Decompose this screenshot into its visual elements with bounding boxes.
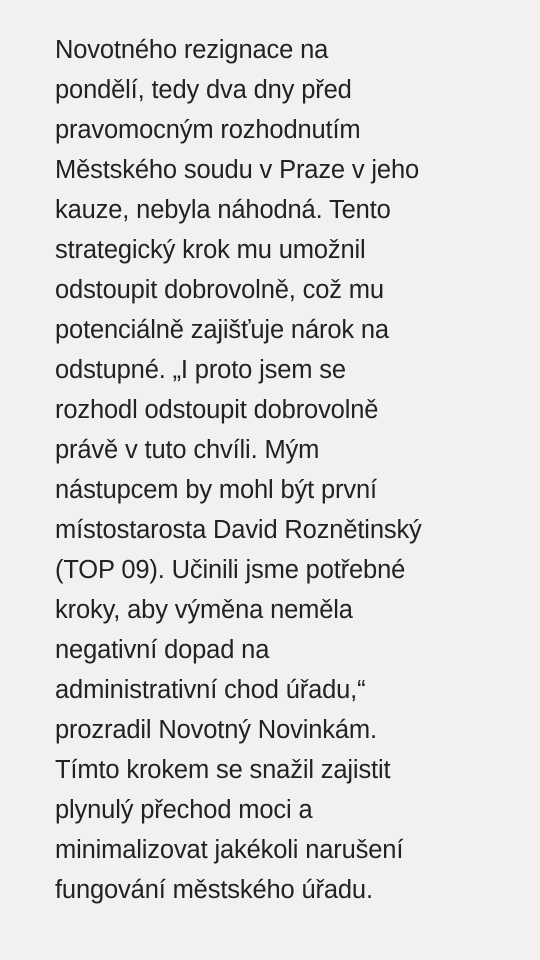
- paragraph-line: nástupcem by mohl být první: [55, 476, 377, 504]
- paragraph-line: právě v tuto chvíli. Mým: [55, 436, 320, 464]
- paragraph-line: Městského soudu v Praze v jeho: [55, 156, 420, 184]
- paragraph-line: pravomocným rozhodnutím: [55, 116, 361, 144]
- paragraph-line: fungování městského úřadu.: [55, 876, 373, 904]
- paragraph-line: potenciálně zajišťuje nárok na: [55, 316, 389, 344]
- paragraph-line: kroky, aby výměna neměla: [55, 596, 353, 624]
- paragraph-line: Novotného rezignace na: [55, 36, 329, 64]
- paragraph-line: rozhodl odstoupit dobrovolně: [55, 396, 379, 424]
- paragraph-line: plynulý přechod moci a: [55, 796, 313, 824]
- paragraph-line: administrativní chod úřadu,“: [55, 676, 366, 704]
- paragraph-line: minimalizovat jakékoli narušení: [55, 836, 404, 864]
- paragraph-line: Tímto krokem se snažil zajistit: [55, 756, 391, 784]
- paragraph-line: odstupné. „I proto jsem se: [55, 356, 346, 384]
- paragraph-line: místostarosta David Roznětinský: [55, 516, 422, 544]
- paragraph-line: strategický krok mu umožnil: [55, 236, 366, 264]
- paragraph-line: pondělí, tedy dva dny před: [55, 76, 352, 104]
- paragraph-line: (TOP 09). Učinili jsme potřebné: [55, 556, 406, 584]
- paragraph-line: odstoupit dobrovolně, což mu: [55, 276, 384, 304]
- paragraph-line: kauze, nebyla náhodná. Tento: [55, 196, 391, 224]
- article-paragraph: [55, 30, 535, 910]
- paragraph-line: negativní dopad na: [55, 636, 270, 664]
- paragraph-line: prozradil Novotný Novinkám.: [55, 716, 377, 744]
